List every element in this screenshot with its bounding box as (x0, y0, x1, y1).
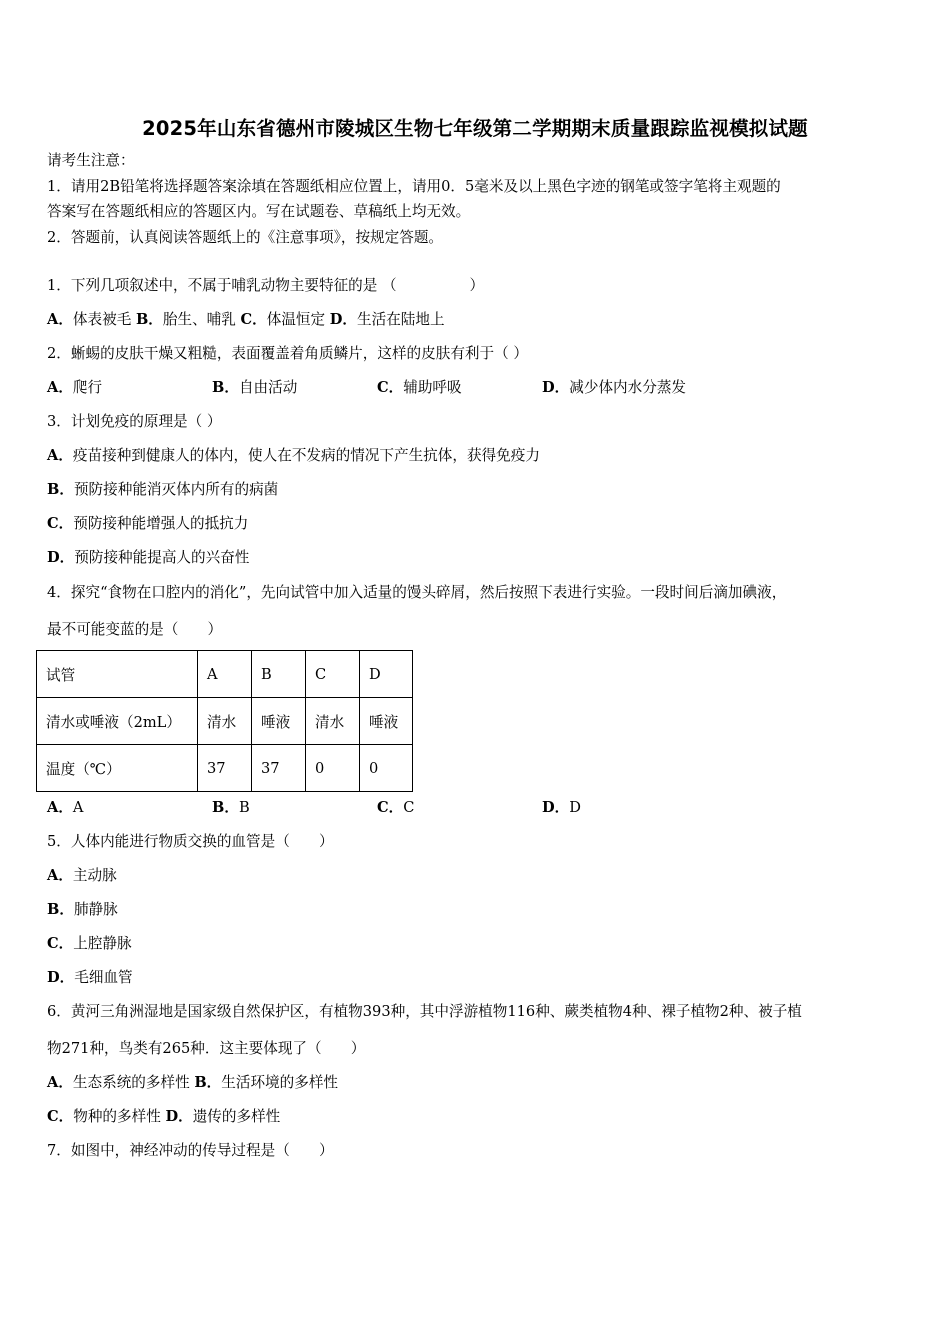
q4-options (47, 798, 907, 818)
q4-option-b: B．B (212, 799, 250, 816)
q5-stem: 5．人体内能进行物质交换的血管是（ ） (47, 833, 334, 850)
q4-option-d: D．D (542, 799, 581, 816)
table-cell: 试管 (37, 651, 198, 698)
q1-option-d-label: D． (329, 311, 358, 328)
q6-stem-cont: 物271种，鸟类有265种．这主要体现了（ ） (47, 1040, 366, 1057)
q5-option-a: A．主动脉 (47, 867, 117, 884)
q1-option-c: 体温恒定 (266, 311, 326, 328)
table-cell: D (360, 651, 413, 698)
q6-options-row2 (47, 1107, 280, 1127)
table-cell: 37 (252, 745, 306, 792)
notice-heading: 请考生注意： (47, 152, 135, 169)
q1-option-c-label: C． (240, 311, 267, 328)
q4-option-c: C．C (377, 799, 415, 816)
q4-stem: 4．探究“食物在口腔内的消化”，先向试管中加入适量的馒头碎屑，然后按照下表进行实验。一段时间后滴加碘液， (47, 584, 787, 601)
q1-option-a-label: A． (47, 311, 73, 328)
table-cell: 清水 (198, 698, 252, 745)
q2-stem: 2．蜥蜴的皮肤干燥又粗糙，表面覆盖着角质鳞片，这样的皮肤有利于（ ） (47, 345, 528, 362)
q1-option-b-label: B． (135, 311, 163, 328)
q2-option-a: A．爬行 (47, 379, 103, 396)
table-cell: 温度（℃） (37, 745, 198, 792)
q6-option-d: 遗传的多样性 (192, 1108, 281, 1125)
q4-option-a: A．A (47, 799, 84, 816)
q6-option-a-label: A． (47, 1074, 73, 1091)
q2-option-d: D．减少体内水分蒸发 (542, 379, 687, 396)
q1-options (47, 310, 445, 330)
experiment-table (36, 650, 413, 792)
q2-option-b: B．自由活动 (212, 379, 298, 396)
q2-options (47, 378, 907, 398)
table-cell: B (252, 651, 306, 698)
table-cell: A (198, 651, 252, 698)
q6-option-b: 生活环境的多样性 (221, 1074, 339, 1091)
q4-stem-cont: 最不可能变蓝的是（ ） (47, 621, 223, 638)
page-title: 2025年山东省德州市陵城区生物七年级第二学期期末质量跟踪监视模拟试题 (142, 117, 808, 140)
q7-stem: 7．如图中，神经冲动的传导过程是（ ） (47, 1142, 334, 1159)
notice-item-2: 2．答题前，认真阅读答题纸上的《注意事项》，按规定答题。 (47, 229, 444, 246)
table-cell: 清水 (306, 698, 360, 745)
notice-item-1: 1．请用2B铅笔将选择题答案涂填在答题纸相应位置上，请用0．5毫米及以上黑色字迹的钢笔或签字笔将主观题的 (47, 178, 781, 195)
q5-option-c: C．上腔静脉 (47, 935, 132, 952)
table-row (37, 651, 413, 698)
q6-option-d-label: D． (165, 1108, 193, 1125)
q1-option-b: 胎生、哺乳 (162, 311, 236, 328)
table-cell: 清水或唾液（2mL） (37, 698, 198, 745)
table-cell: 0 (360, 745, 413, 792)
table-cell: 0 (306, 745, 360, 792)
q1-option-a: 体表被毛 (72, 311, 132, 328)
table-row (37, 698, 413, 745)
q2-option-c: C．辅助呼吸 (377, 379, 462, 396)
q3-option-b: B．预防接种能消灭体内所有的病菌 (47, 481, 279, 498)
q6-option-c: 物种的多样性 (73, 1108, 161, 1125)
q6-option-c-label: C． (47, 1108, 74, 1125)
table-row (37, 745, 413, 792)
q3-option-c: C．预防接种能增强人的抵抗力 (47, 515, 249, 532)
q5-option-d: D．毛细血管 (47, 969, 133, 986)
table-cell: C (306, 651, 360, 698)
q6-stem: 6．黄河三角洲湿地是国家级自然保护区，有植物393种，其中浮游植物116种、蕨类植物4种、裸子植物2种、被子植 (47, 1003, 802, 1020)
table-cell: 唾液 (360, 698, 413, 745)
q1-option-d: 生活在陆地上 (357, 311, 445, 328)
q6-option-b-label: B． (194, 1074, 222, 1091)
q5-option-b: B．肺静脉 (47, 901, 118, 918)
q3-stem: 3．计划免疫的原理是（ ） (47, 413, 222, 430)
q3-option-a: A．疫苗接种到健康人的体内，使人在不发病的情况下产生抗体，获得免疫力 (47, 447, 540, 464)
q6-options-row1 (47, 1073, 338, 1093)
q3-option-d: D．预防接种能提高人的兴奋性 (47, 549, 250, 566)
notice-item-1-cont: 答案写在答题纸相应的答题区内。写在试题卷、草稿纸上均无效。 (47, 203, 471, 220)
q6-option-a: 生态系统的多样性 (72, 1074, 190, 1091)
table-cell: 唾液 (252, 698, 306, 745)
table-cell: 37 (198, 745, 252, 792)
q1-stem: 1．下列几项叙述中，不属于哺乳动物主要特征的是 （ ） (47, 277, 485, 294)
